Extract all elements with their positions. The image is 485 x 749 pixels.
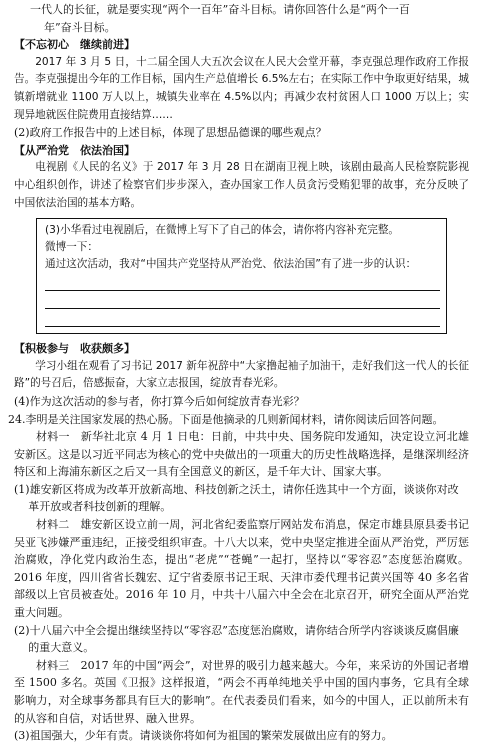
material-2: 材料二 雄安新区设立前一周，河北省纪委监察厅网站发布消息，保定市雄县原县委书记吴亚飞涉嫌严重违纪，正接受组织审查。十八大以来，党中央坚定推进全面从严治党，严厉惩治腐败，净化党内政治生态，提出“老虎”“苍蝇”一起打，坚持以“零容忍”态度惩治腐败。2016 年度，四川省省长魏宏、辽宁省委原书记王珉、天津市委代理书记黄兴国等 40 多名省部级以上官员被查处。2016 年 10 月，中共十八届六中全会在北京召开，研究全面从严治党重大问题。	[14, 518, 469, 620]
weibo-answer-box	[36, 218, 447, 334]
box-weibo-label: 微博一下：	[45, 241, 98, 254]
section-1-question: (2)政府工作报告中的上述目标，体现了思想品德课的哪些观点？	[14, 126, 327, 140]
material-1: 材料一 新华社北京 4 月 1 日电：日前，中共中央、国务院印发通知，决定设立河北雄安新区。这是以习近平同志为核心的党中央做出的一项重大的历史性战略选择，是继深圳经济特区和上海浦东新区之后又一具有全国意义的新区，是千年大计、国家大事。	[14, 430, 469, 479]
answer-line-2[interactable]	[45, 291, 440, 309]
q24-question-2: (2)十八届六中全会提出继续坚持以“零容忍”态度惩治腐败，请你结合所学内容谈谈反腐倡廉的重大意义。	[14, 623, 459, 655]
q24-question-3: (3)祖国强大，少年有责。请谈谈你将如何为祖国的繁荣发展做出应有的努力。	[14, 729, 393, 743]
answer-line-3[interactable]	[45, 309, 440, 327]
section-1-title: 【不忘初心 继续前进】	[14, 38, 135, 52]
question-24	[8, 411, 469, 745]
section-3-paragraph: 学习小组在观看了习书记 2017 新年祝辞中“大家撸起袖子加油干，走好我们这一代人的长征路”的号召后，倍感振奋，大家立志报国，绽放青春光彩。	[14, 359, 469, 390]
box-instruction: (3)小华看过电视剧后，在微博上写下了自己的体会，请你将内容补充完整。	[45, 224, 400, 237]
q24-intro	[8, 411, 469, 429]
box-prompt-text: 通过这次活动，我对“中国共产党坚持从严治党、依法治国”有了进一步的认识：	[45, 258, 417, 271]
section-3-title: 【积极参与 收获颇多】	[14, 342, 135, 356]
section-1	[14, 36, 469, 142]
section-2-title: 【从严治党 依法治国】	[14, 143, 135, 157]
intro-line-1: 一代人的长征，就是要实现“两个一百年”奋斗目标。请你回答什么是“两个一百	[30, 3, 410, 16]
q24-intro-text: 李明是关注国家发展的热心肠。下面是他摘录的几则新闻材料，请你阅读后回答问题。	[25, 412, 444, 426]
answer-line-1[interactable]	[45, 273, 440, 291]
intro-line-2: 年”奋斗目标。	[44, 20, 116, 34]
q24-question-1: (1)雄安新区将成为改革开放新高地、科技创新之沃土，请你任选其中一个方面，谈谈你对改革开放或者科技创新的理解。	[14, 482, 459, 514]
section-2-paragraph: 电视剧《人民的名义》于 2017 年 3 月 28 日在湖南卫视上映，该剧由最高人民检察院影视中心组织创作，讲述了检察官们步步深入，查办国家工作人员贪污受贿犯罪的故事，充分反映了中国依法治国的基本方略。	[14, 161, 469, 209]
section-3	[14, 340, 469, 410]
material-3: 材料三 2017 年的中国“两会”，对世界的吸引力越来越大。今年，来采访的外国记者增至 1500 多名。英国《卫报》这样报道，“两会不再单纯地关乎中国的国内事务，它具有全球影响力，对全球事务都具有巨大的影响”。在代表委员们看来，如今的中国人，正以前所未有的从容和自信，对话世界、融入世界。	[14, 658, 469, 725]
section-3-question: (4)作为这次活动的参与者，你打算今后如何绽放青春光彩？	[14, 394, 305, 408]
q24-number: 24.	[8, 412, 26, 426]
box-prompt	[45, 256, 440, 273]
question-intro	[14, 0, 469, 36]
section-1-paragraph: 2017 年 3 月 5 日，十二届全国人大五次会议在人民大会堂开幕，李克强总理作政府工作报告。李克强提出今年的工作目标，国内生产总值增长 6.5%左右；在实际工作中争取更好结果，城镇新增就业 1100 万人以上，城镇失业率在 4.5%以内；再减少农村贫困人口 1000 万以上；实现异地就医住院费用直接结算……	[14, 55, 469, 121]
section-2	[14, 142, 469, 334]
q24-body	[8, 428, 469, 745]
